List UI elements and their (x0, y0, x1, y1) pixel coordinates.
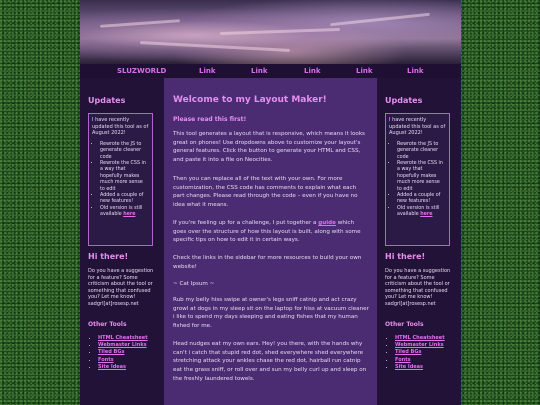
nav-link-3[interactable]: Link (304, 67, 321, 75)
updates-list-item: • Rewrote the JS to generate cleaner code (397, 142, 446, 161)
old-version-item (397, 206, 446, 219)
page-container (80, 0, 461, 405)
content-area (80, 78, 461, 405)
updates-list-item: • Added a couple of new features! (100, 193, 149, 206)
paragraph-guide (173, 219, 369, 245)
old-version-link[interactable]: here (420, 212, 433, 218)
old-version-text: Old version is still available (100, 205, 143, 218)
nav-link-5[interactable]: Link (407, 67, 424, 75)
page-title: Welcome to my Layout Maker! (173, 95, 327, 105)
guide-text-after: which goes over the structure of how this layout is built, along with some specific tips on how to edit it in certain ways. (173, 220, 361, 244)
paragraph-customization: Then you can replace all of the text with your own. For more customization, the CSS code has comments to explain what each part changes. Please read through the code – even if you have no idea what it means. (173, 176, 358, 209)
tool-link-site-ideas[interactable]: Site Ideas (98, 363, 127, 370)
tool-item (98, 342, 148, 349)
updates-list-item: • Rewrote the CSS in a way that hopefully makes much more sense to edit (397, 161, 446, 193)
nav-item-4[interactable] (356, 64, 373, 78)
tool-link-tiled-bgs[interactable]: Tiled BGs (395, 349, 422, 356)
nav-item-3[interactable] (304, 64, 321, 78)
updates-intro: I have recently updated this tool as of August 2022! (389, 117, 446, 137)
other-tools-list (385, 335, 445, 371)
nav-item-5[interactable] (407, 64, 424, 78)
old-version-item (100, 206, 149, 219)
cloud-streak (220, 28, 340, 35)
main-content (164, 78, 377, 405)
tool-item (395, 342, 445, 349)
left-sidebar (80, 78, 164, 405)
nav-site-name-link[interactable]: SLUZWORLD (117, 67, 167, 75)
suggestion-text: Do you have a suggestion for a feature? Some criticism about the tool or something that confused you? Let me know! sadgrl[at]rosesp.net (385, 268, 451, 307)
other-tools-heading: Other Tools (385, 321, 424, 328)
tool-link-tiled-bgs[interactable]: Tiled BGs (98, 349, 125, 356)
cloud-streak (140, 41, 290, 52)
hi-heading: Hi there! (88, 252, 129, 261)
updates-list (389, 142, 446, 219)
old-version-link[interactable]: here (123, 212, 136, 218)
paragraph-cat-ipsum-2: Head nudges eat my own ears. Hey! you there, with the hands why can't i catch that stupid red dot, shed everywhere shed everywhere stretching attack your ankles chase the red dot, hairball run catnip eat the grass sniff, or roll over and sun my belly curl up and sleep on the freshly laundered towels. (173, 341, 367, 382)
cloud-streak (330, 13, 430, 26)
paragraph-sidebar-links: Check the links in the sidebar for more resources to build your own website! (173, 255, 362, 270)
nav-link-1[interactable]: Link (199, 67, 216, 75)
nav-item-2[interactable] (251, 64, 268, 78)
top-navbar (80, 64, 461, 78)
tool-item (395, 349, 445, 356)
tool-link-webmaster-links[interactable]: Webmaster Links (395, 342, 444, 349)
old-version-text: Old version is still available (397, 205, 440, 218)
tool-link-webmaster-links[interactable]: Webmaster Links (98, 342, 147, 349)
updates-list-item: • Rewrote the JS to generate cleaner code (100, 142, 149, 161)
tool-item (395, 357, 445, 364)
tool-item (395, 364, 445, 371)
cat-ipsum-heading: ~ Cat Ipsum ~ (173, 281, 215, 287)
tool-item (395, 335, 445, 342)
updates-list-item: • Added a couple of new features! (397, 193, 446, 206)
updates-list (92, 142, 149, 219)
updates-intro: I have recently updated this tool as of August 2022! (92, 117, 149, 137)
tool-item (98, 364, 148, 371)
cloud-streak (100, 19, 180, 28)
tool-item (98, 335, 148, 342)
tool-link-fonts[interactable]: Fonts (395, 356, 411, 363)
hi-heading: Hi there! (385, 252, 426, 261)
nav-site-name[interactable] (117, 64, 166, 78)
nav-link-2[interactable]: Link (251, 67, 268, 75)
nav-link-4[interactable]: Link (356, 67, 373, 75)
other-tools-heading: Other Tools (88, 321, 127, 328)
tool-item (98, 357, 148, 364)
updates-list-item: • Rewrote the CSS in a way that hopefully makes much more sense to edit (100, 161, 149, 193)
nav-item-1[interactable] (199, 64, 216, 78)
right-sidebar (377, 78, 461, 405)
updates-box (88, 113, 153, 246)
tool-item (98, 349, 148, 356)
updates-box (385, 113, 450, 246)
guide-text-before: If you're feeling up for a challenge, I put together a (173, 220, 317, 226)
tool-link-fonts[interactable]: Fonts (98, 356, 114, 363)
tool-link-html-cheatsheet[interactable]: HTML Cheatsheet (98, 335, 148, 341)
other-tools-list (88, 335, 148, 371)
page-subtitle: Please read this first! (173, 116, 247, 123)
paragraph-intro: This tool generates a layout that is responsive, which means it looks great on phones! Use dropdowns above to customize your layout's general features. Click the button to generate your HTML and CSS, and paste it into a file on Neocities. (173, 131, 365, 164)
header-banner-image (80, 0, 461, 64)
suggestion-text: Do you have a suggestion for a feature? Some criticism about the tool or something that confused you? Let me know! sadgrl[at]rosesp.net (88, 268, 154, 307)
tool-link-html-cheatsheet[interactable]: HTML Cheatsheet (395, 335, 445, 341)
guide-link[interactable]: guide (318, 220, 336, 226)
updates-heading: Updates (88, 96, 126, 105)
updates-heading: Updates (385, 96, 423, 105)
paragraph-cat-ipsum-1: Rub my belly hiss swipe at owner's legs sniff catnip and act crazy growl at dogs in my sleep sit on the laptop for hiss at vacuum cleaner i like to spend my days sleeping and eating fishes that my human fished for me. (173, 297, 369, 330)
tool-link-site-ideas[interactable]: Site Ideas (395, 363, 424, 370)
